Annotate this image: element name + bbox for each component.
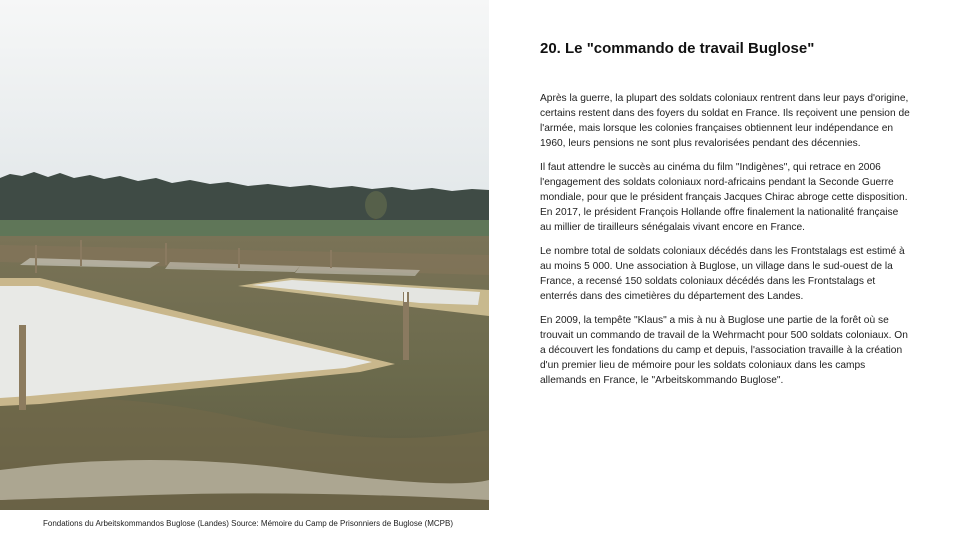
- wooden-post: [403, 292, 409, 360]
- sky: [0, 0, 489, 200]
- photo-caption: Fondations du Arbeitskommandos Buglose (Landes) Source: Mémoire du Camp de Prisonniers de Buglose (MCPB): [43, 519, 453, 528]
- wooden-post: [19, 325, 26, 410]
- paragraph: En 2009, la tempête "Klaus" a mis à nu à Buglose une partie de la forêt où se trouvait un commando de travail de la Wehrmacht pour 500 soldats coloniaux. On a découvert les fondations du camp et depuis, l'association travaille à la création d'un premier lieu de mémoire pour les soldats coloniaux dans les camps allemands en France, le "Arbeitskommando Buglose".: [540, 315, 908, 386]
- slide-title: 20. Le "commando de travail Buglose": [540, 40, 815, 57]
- vegetation-band: [0, 220, 489, 238]
- paragraph: Après la guerre, la plupart des soldats coloniaux rentrent dans leur pays d'origine, certains restent dans des foyers du soldat en France. Ils reçoivent une pension de l'armée, mais lorsque les colonies françaises obtiennent leur indépendance en 1960, leurs pensions ne sont plus revalorisées pendant des décennies.: [540, 93, 910, 149]
- article: [540, 40, 910, 397]
- paragraph: Le nombre total de soldats coloniaux décédés dans les Frontstalags est estimé à au moins 5 000. Une association à Buglose, un village dans le sud-ouest de la France, a recensé 150 soldats coloniaux décédés dans les Frontstalags et enterrés dans des cimetières du département des Landes.: [540, 246, 905, 302]
- paragraph: Il faut attendre le succès au cinéma du film "Indigènes", qui retrace en 2006 l'engagement des soldats coloniaux nord-africains pendant la Seconde Guerre mondiale, pour que le président français Jacques Chirac abroge cette disposition. En 2017, le président François Hollande offre finalement la nationalité française au millier de tirailleurs sénégalais vivant encore en France.: [540, 162, 908, 233]
- camp-foundations-photo: [0, 0, 489, 510]
